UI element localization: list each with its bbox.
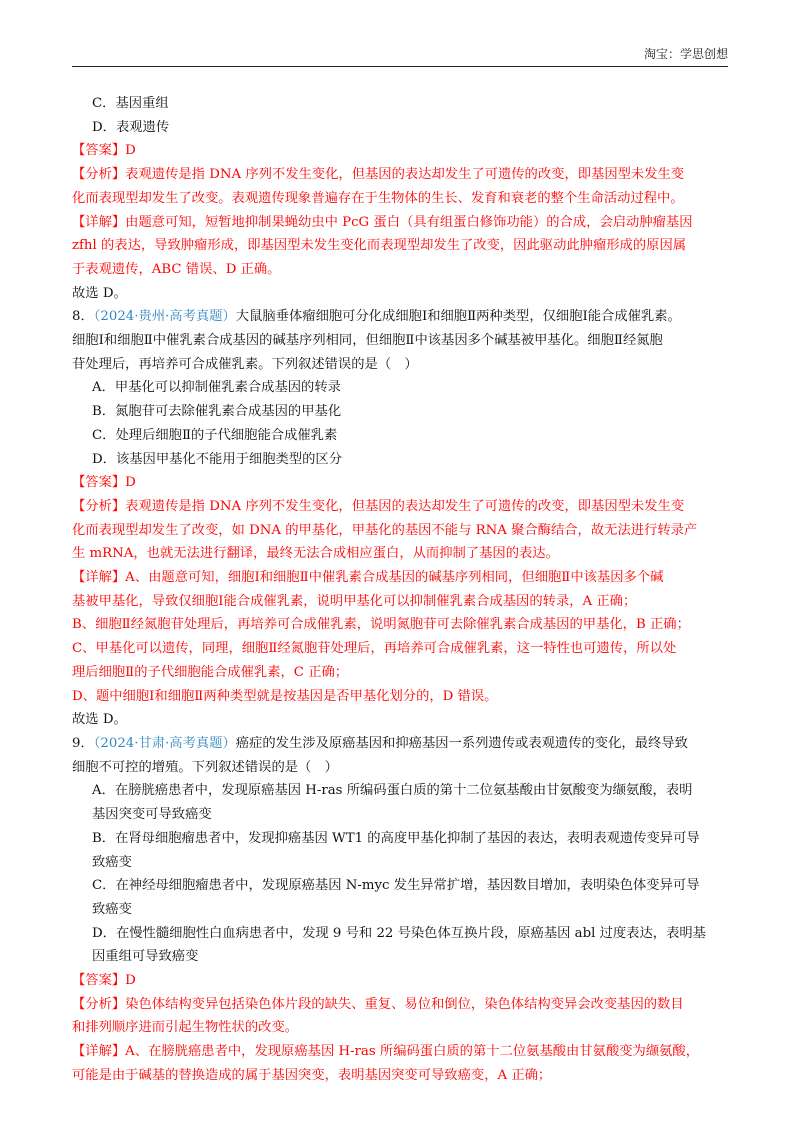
analysis-line: 【分析】表观遗传是指 DNA 序列不发生变化，但基因的表达却发生了可遗传的改变，即基因型未发生变: [72, 167, 685, 183]
detail-line: 于表观遗传，ABC 错误、D 正确。: [72, 261, 281, 277]
header-shop-label: 淘宝：学思创想: [643, 47, 728, 61]
question-number: 9．: [72, 735, 94, 751]
detail-line: 可能是由于碱基的替换造成的属于基因突变，表明基因突变可导致癌变，A 正确；: [72, 1067, 552, 1083]
detail-line: B、细胞Ⅱ经氮胞苷处理后，再培养可合成催乳素，说明氮胞苷可去除催乳素合成基因的甲基化，B 正确；: [72, 617, 690, 633]
answer: 【答案】D: [72, 973, 136, 989]
document-body: [72, 92, 732, 1088]
analysis-line: 化而表现型却发生了改变。表观遗传现象普遍存在于生物体的生长、发育和衰老的整个生命活动过程中。: [72, 190, 684, 206]
option-a: A．甲基化可以抑制催乳素合成基因的转录: [92, 380, 341, 396]
detail-line: zfhl 的表达，导致肿瘤形成，即基因型未发生变化而表现型却发生了改变，因此驱动此肿瘤形成的原因属: [72, 238, 687, 254]
option-d: D．该基因甲基化不能用于细胞类型的区分: [92, 451, 343, 467]
question-number: 8．: [72, 309, 94, 325]
choose-line: 故选 D。: [72, 285, 127, 301]
question-7-tail: [72, 92, 732, 305]
question-9: [72, 732, 732, 1088]
question-stem-first: [72, 305, 732, 329]
detail-line: 【详解】由题意可知，短暂地抑制果蝇幼虫中 PcG 蛋白（具有组蛋白修饰功能）的合成，会启动肿瘤基因: [72, 214, 693, 230]
option-a: A．在膀胱癌患者中，发现原癌基因 H-ras 所编码蛋白质的第十二位氨基酸由甘氨酸变为缬氨酸，表明: [92, 783, 693, 799]
analysis-line: 【分析】表观遗传是指 DNA 序列不发生变化，但基因的表达却发生了可遗传的改变，即基因型未发生变: [72, 498, 685, 514]
question-stem-line: 苷处理后，再培养可合成催乳素。下列叙述错误的是（ ）: [72, 356, 418, 372]
detail-line: 【详解】A、由题意可知，细胞Ⅰ和细胞Ⅱ中催乳素合成基因的碱基序列相同，但细胞Ⅱ中该基因多个碱: [72, 570, 664, 586]
answer: 【答案】D: [72, 143, 136, 159]
detail-line: C、甲基化可以遗传，同理，细胞Ⅱ经氮胞苷处理后，再培养可合成催乳素，这一特性也可遗传，所以处: [72, 641, 677, 657]
option-a-cont: 基因突变可导致癌变: [92, 807, 212, 823]
detail-line: 理后细胞Ⅱ的子代细胞能合成催乳素，C 正确；: [72, 664, 349, 680]
detail-line: 【详解】A、在膀胱癌患者中，发现原癌基因 H-ras 所编码蛋白质的第十二位氨基酸由甘氨酸变为缬氨酸，: [72, 1044, 700, 1060]
answer: 【答案】D: [72, 475, 136, 491]
analysis-line: 和排列顺序进而引起生物性状的改变。: [72, 1020, 299, 1036]
question-stem-text: 癌症的发生涉及原癌基因和抑癌基因一系列遗传或表观遗传的变化，最终导致: [235, 735, 688, 751]
option-d: D．表观遗传: [92, 119, 170, 135]
question-stem-line: 细胞Ⅰ和细胞Ⅱ中催乳素合成基因的碱基序列相同，但细胞Ⅱ中该基因多个碱基被甲基化。细胞Ⅱ经氮胞: [72, 333, 663, 349]
option-c: C．在神经母细胞瘤患者中，发现原癌基因 N-myc 发生异常扩增，基因数目增加，表明染色体变异可导: [92, 878, 700, 894]
detail-line: 基被甲基化，导致仅细胞Ⅰ能合成催乳素，说明甲基化可以抑制催乳素合成基因的转录，A 正确；: [72, 593, 637, 609]
analysis-line: 化而表现型却发生了改变，如 DNA 的甲基化，甲基化的基因不能与 RNA 聚合酶结合，故无法进行转录产: [72, 522, 698, 538]
option-d-cont: 因重组可导致癌变: [92, 949, 199, 965]
option-b: B．在肾母细胞瘤患者中，发现抑癌基因 WT1 的高度甲基化抑制了基因的表达，表明表观遗传变异可导: [92, 830, 700, 846]
choose-line: 故选 D。: [72, 712, 127, 728]
option-b-cont: 致癌变: [92, 854, 132, 870]
option-c: C．处理后细胞Ⅱ的子代细胞能合成催乳素: [92, 427, 338, 443]
option-c: C．基因重组: [92, 96, 169, 111]
analysis-line: 【分析】染色体结构变异包括染色体片段的缺失、重复、易位和倒位，染色体结构变异会改变基因的数目: [72, 996, 684, 1012]
option-d: D．在慢性髓细胞性白血病患者中，发现 9 号和 22 号染色体互换片段，原癌基因 abl 过度表达，表明基: [92, 925, 706, 941]
option-c-cont: 致癌变: [92, 901, 132, 917]
analysis-line: 生 mRNA，也就无法进行翻译，最终无法合成相应蛋白，从而抑制了基因的表达。: [72, 546, 559, 562]
question-stem-line: 细胞不可控的增殖。下列叙述错误的是（ ）: [72, 759, 338, 775]
page-header: [72, 44, 728, 67]
question-stem-first: [72, 732, 732, 756]
option-b: B．氮胞苷可去除催乳素合成基因的甲基化: [92, 404, 342, 420]
question-source: （2024·贵州·高考真题）: [93, 309, 236, 325]
question-source: （2024·甘肃·高考真题）: [93, 735, 236, 751]
question-stem-text: 大鼠脑垂体瘤细胞可分化成细胞Ⅰ和细胞Ⅱ两种类型，仅细胞Ⅰ能合成催乳素。: [235, 309, 681, 325]
detail-line: D、题中细胞Ⅰ和细胞Ⅱ两种类型就是按基因是否甲基化划分的，D 错误。: [72, 688, 498, 704]
question-8: [72, 305, 732, 732]
